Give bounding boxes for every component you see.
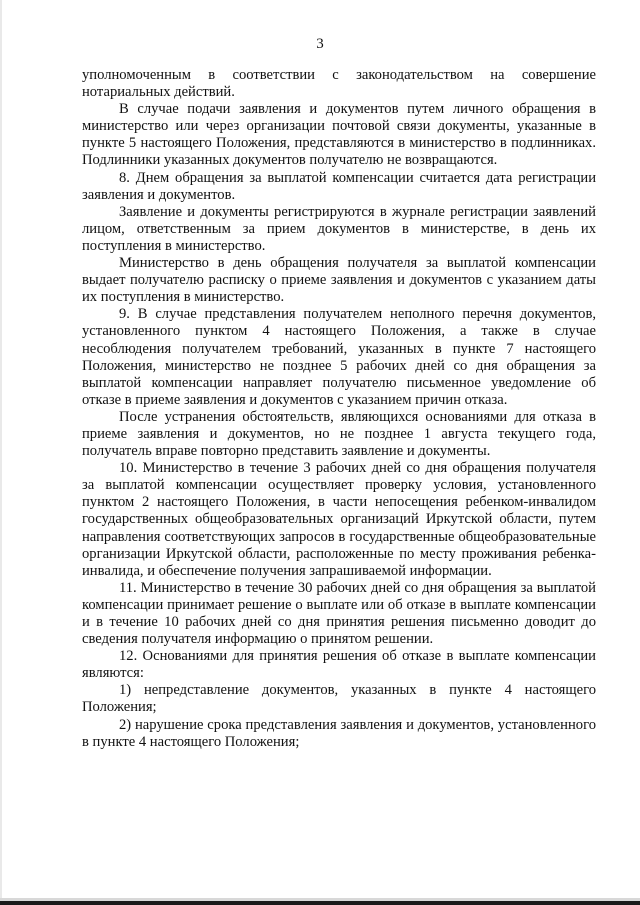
paragraph-item-9-incomplete-documents: 9. В случае представления получателем неполного перечня документов, установленного пунктом 4 настоящего Положения, а также в случае несоблюдения получателем требований, указанных в пункте 7 настоящего Положения, министерство не позднее 5 рабочих дней со дня обращения за выплатой компенсации направляет получателю письменное уведомление об отказе в приеме заявления и документов с указанием причин отказа. <box>82 306 596 408</box>
page-number: 3 <box>316 36 324 52</box>
paragraph-resubmission: После устранения обстоятельств, являющихся основаниями для отказа в приеме заявления и документов, но не позднее 1 августа текущего года, получатель вправе повторно представить заявление и документы. <box>82 408 596 460</box>
scan-bottom-edge <box>0 901 640 905</box>
paragraph-personal-submission: В случае подачи заявления и документов путем личного обращения в министерство или через организации почтовой связи документы, указанные в пункте 5 настоящего Положения, представляются в министерство в подлинниках. Подлинники указанных документов получателю не возвращаются. <box>82 101 596 169</box>
document-body <box>82 67 596 751</box>
paragraph-ground-1: 1) непредставление документов, указанных в пункте 4 настоящего Положения; <box>82 682 596 716</box>
paragraph-receipt-issue: Министерство в день обращения получателя за выплатой компенсации выдает получателю расписку о приеме заявления и документов с указанием даты их поступления в министерство. <box>82 255 596 306</box>
paragraph-item-11-decision: 11. Министерство в течение 30 рабочих дней со дня обращения за выплатой компенсации принимает решение о выплате или об отказе в выплате компенсации и в течение 10 рабочих дней со дня принятия решения письменно доводит до сведения получателя информацию о принятом решении. <box>82 579 596 648</box>
scan-left-edge <box>0 0 2 905</box>
paragraph-item-8-request-date: 8. Днем обращения за выплатой компенсации считается дата регистрации заявления и документов. <box>82 169 596 203</box>
paragraph-ground-2: 2) нарушение срока представления заявления и документов, установленного в пункте 4 настоящего Положения; <box>82 716 596 750</box>
paragraph-notary-continuation: уполномоченным в соответствии с законодательством на совершение нотариальных действий. <box>82 67 596 101</box>
paragraph-registration-journal: Заявление и документы регистрируются в журнале регистрации заявлений лицом, ответственным за прием документов в министерстве, в день их поступления в министерство. <box>82 203 596 254</box>
paragraph-item-12-refusal-grounds: 12. Основаниями для принятия решения об отказе в выплате компенсации являются: <box>82 648 596 682</box>
paragraph-item-10-verification: 10. Министерство в течение 3 рабочих дней со дня обращения получателя за выплатой компенсации осуществляет проверку условия, установленного пунктом 2 настоящего Положения, в части непосещения ребенком-инвалидом государственных общеобразовательных организаций Иркутской области, путем направления соответствующих запросов в государственные общеобразовательные организации Иркутской области, расположенные по месту проживания ребенка-инвалида, и обеспечение получения запрашиваемой информации. <box>82 460 596 579</box>
